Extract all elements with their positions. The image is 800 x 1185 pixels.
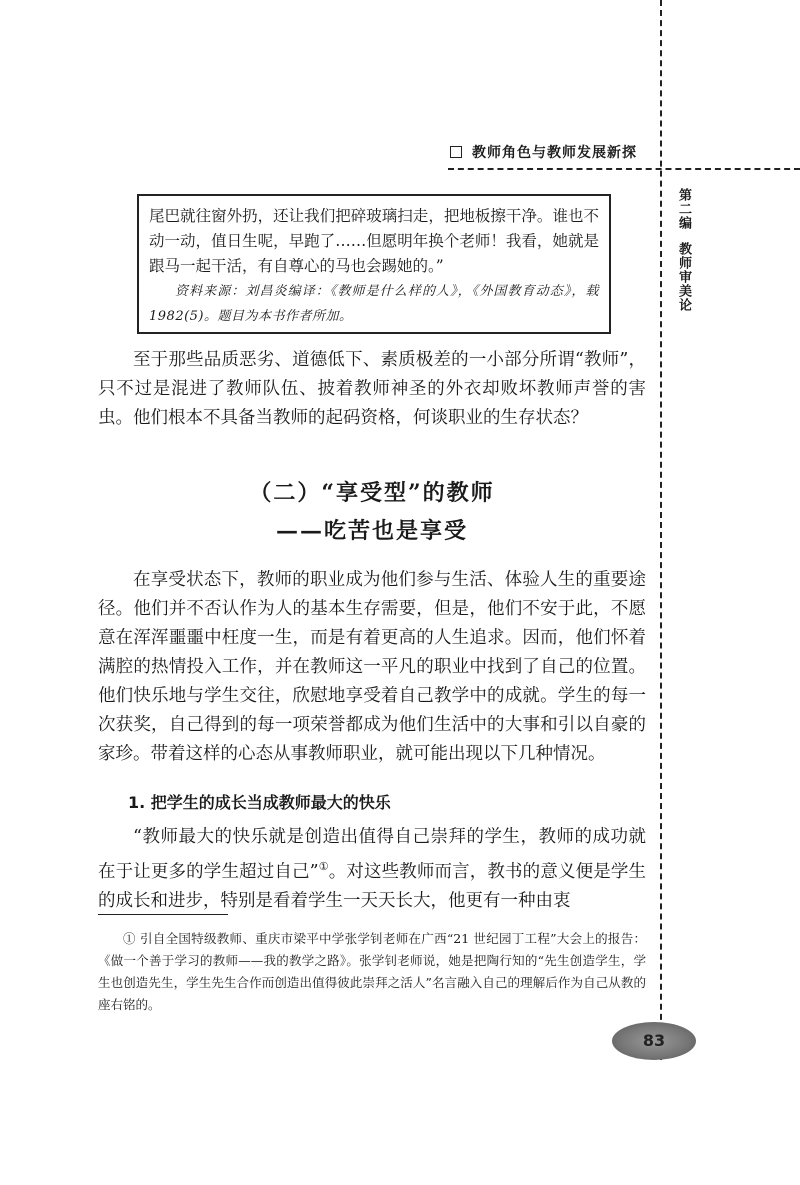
- side-tab-part: 第二编: [676, 188, 691, 230]
- paragraph-1: 至于那些品质恶劣、道德低下、素质极差的一小部分所谓“教师”，只不过是混进了教师队伍、披着教师神圣的外衣却败坏教师声誉的害虫。他们根本不具备当教师的起码资格，何谈职业的生存状态？: [98, 350, 646, 428]
- running-head-text: 教师角色与教师发展新探: [472, 145, 637, 161]
- dashed-header-rule: [448, 168, 800, 170]
- footnote: ① 引自全国特级教师、重庆市梁平中学张学钊老师在广西“21 世纪园丁工程”大会上的报告：《做一个善于学习的教师——我的教学之路》。张学钊老师说，她是把陶行知的“先生创造学生，学生也创造先生，学生先生合作而创造出值得彼此崇拜之活人”名言融入自己的理解后作为自己从教的座右铭的。: [98, 931, 646, 1012]
- footnote-rule: [98, 914, 228, 915]
- paragraph-3-rest: 。对这些教师而言，教书的意义便是学生的成长和进步，特别是看着学生一天天长大，他更有一种由衷: [98, 861, 646, 911]
- paragraph-2: 在享受状态下，教师的职业成为他们参与生活、体验人生的重要途径。他们并不否认作为人的基本生存需要，但是，他们不安于此，不愿意在浑浑噩噩中枉度一生，而是有着更高的人生追求。因而，他们怀着满腔的热情投入工作，并在教师这一平凡的职业中找到了自己的位置。他们快乐地与学生交往，欣慰地享受着自己教学中的成就。学生的每一次获奖，自己得到的每一项荣誉都成为他们生活中的大事和引以自豪的家珍。带着这样的心态从事教师职业，就可能出现以下几种情况。: [98, 570, 646, 764]
- quote-source: 资料来源：刘昌炎编译：《教师是什么样的人》，《外国教育动态》，载 1982(5)。题目为本书作者所加。: [149, 284, 599, 324]
- quote-text: 尾巴就往窗外扔，还让我们把碎玻璃扫走，把地板擦干净。谁也不动一动，值日生呢，早跑了……但愿明年换个老师！我看，她就是跟马一起干活，有自尊心的马也会踢她的。”: [149, 207, 599, 275]
- side-tab-title: 教师审美论: [676, 242, 691, 312]
- section-subheading: ——吃苦也是享受: [275, 518, 468, 544]
- paragraph-3: [98, 823, 646, 916]
- side-tab: [670, 188, 690, 312]
- section-heading: （二）“享受型”的教师: [249, 480, 495, 506]
- quote-box: [137, 194, 611, 334]
- numbered-subheading: 1. 把学生的成长当成教师最大的快乐: [128, 793, 391, 812]
- paragraph-3-quote: “教师最大的快乐就是创造出值得自己崇拜的学生，教师的成功就在于让更多的学生超过自己”: [98, 827, 646, 882]
- page-number: 83: [612, 1022, 696, 1060]
- footnote-marker[interactable]: ①: [318, 860, 329, 873]
- square-bullet-icon: [450, 146, 462, 158]
- running-head: [450, 142, 650, 162]
- dashed-vertical-rule: [660, 0, 662, 1060]
